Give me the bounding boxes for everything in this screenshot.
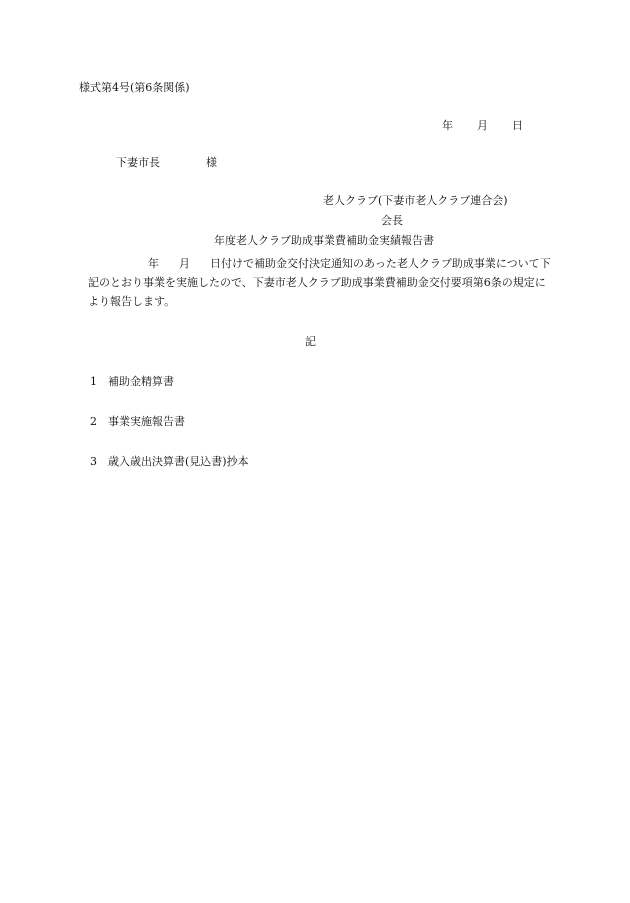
sender-organization: 老人クラブ(下妻市老人クラブ連合会) [323,194,508,207]
list-item-label: 事業実施報告書 [108,415,185,428]
form-id: 様式第4号(第6条関係) [79,81,190,94]
addressee-name: 下妻市長 [116,156,160,169]
list-item [90,415,185,429]
date-year-label: 年 [442,119,453,132]
list-item-number: 1 [90,375,97,388]
list-item-number: 3 [90,455,97,468]
document-title: 年度老人クラブ助成事業費補助金実績報告書 [214,234,434,247]
body-month-label: 月 [179,257,190,270]
date-line [442,119,523,133]
list-item-number: 2 [90,415,97,428]
date-month-label: 月 [477,119,488,132]
addressee [116,156,217,170]
sender-title: 会長 [381,214,403,227]
list-item [90,375,174,389]
list-item-label: 補助金精算書 [108,375,174,388]
addressee-honorific: 様 [206,156,217,169]
list-item-label: 歳入歳出決算書(見込書)抄本 [108,455,249,468]
list-item [90,455,249,469]
body-year-label: 年 [148,257,159,270]
document-body [88,254,552,311]
ki-heading: 記 [305,335,316,348]
body-text: 日付けで補助金交付決定通知のあった老人クラブ助成事業について下記のとおり事業を実施したので、下妻市老人クラブ助成事業費補助金交付要項第6条の規定により報告します。 [88,257,551,308]
date-day-label: 日 [512,119,523,132]
